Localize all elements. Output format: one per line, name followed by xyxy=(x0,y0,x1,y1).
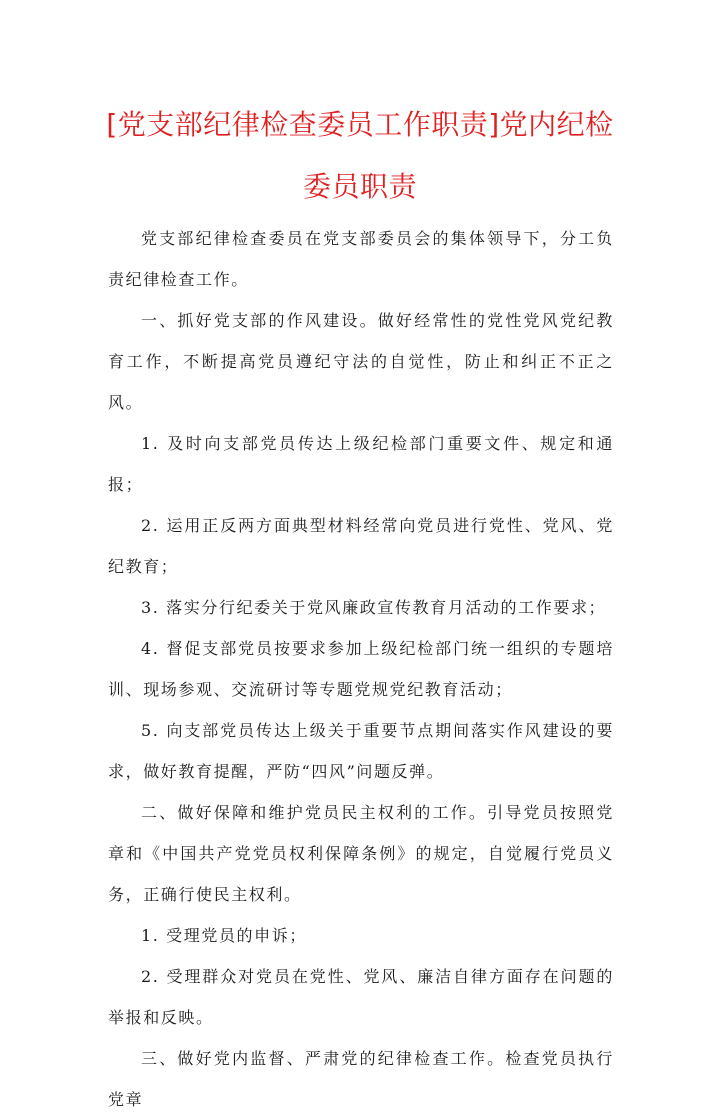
paragraph-section-1: 一、抓好党支部的作风建设。做好经常性的党性党风党纪教育工作，不断提高党员遵纪守法的自觉性，防止和纠正不正之风。 xyxy=(108,311,614,412)
paragraph-item-1-3: 3. 落实分行纪委关于党风廉政宣传教育月活动的工作要求； xyxy=(141,598,607,617)
paragraph-item-1-2: 2. 运用正反两方面典型材料经常向党员进行党性、党风、党纪教育； xyxy=(108,516,614,576)
paragraph-intro: 党支部纪律检查委员在党支部委员会的集体领导下，分工负责纪律检查工作。 xyxy=(108,229,614,289)
paragraph-section-3: 三、做好党内监督、严肃党的纪律检查工作。检查党员执行党章 xyxy=(108,1049,614,1109)
document-title: [党支部纪律检查委员工作职责]党内纪检委员职责 xyxy=(106,108,614,203)
paragraph-item-1-5: 5. 向支部党员传达上级关于重要节点期间落实作风建设的要求，做好教育提醒，严防“四风”问题反弹。 xyxy=(108,721,614,781)
paragraph-item-2-2: 2. 受理群众对党员在党性、党风、廉洁自律方面存在问题的举报和反映。 xyxy=(108,967,614,1027)
paragraph-section-2: 二、做好保障和维护党员民主权利的工作。引导党员按照党章和《中国共产党党员权利保障条例》的规定，自觉履行党员义务，正确行使民主权利。 xyxy=(108,803,614,904)
paragraph-item-1-4: 4. 督促支部党员按要求参加上级纪检部门统一组织的专题培训、现场参观、交流研讨等专题党规党纪教育活动； xyxy=(108,639,614,699)
paragraph-item-1-1: 1. 及时向支部党员传达上级纪检部门重要文件、规定和通报； xyxy=(108,434,614,494)
paragraph-item-2-1: 1. 受理党员的申诉； xyxy=(141,926,307,945)
document-body xyxy=(108,218,614,1120)
